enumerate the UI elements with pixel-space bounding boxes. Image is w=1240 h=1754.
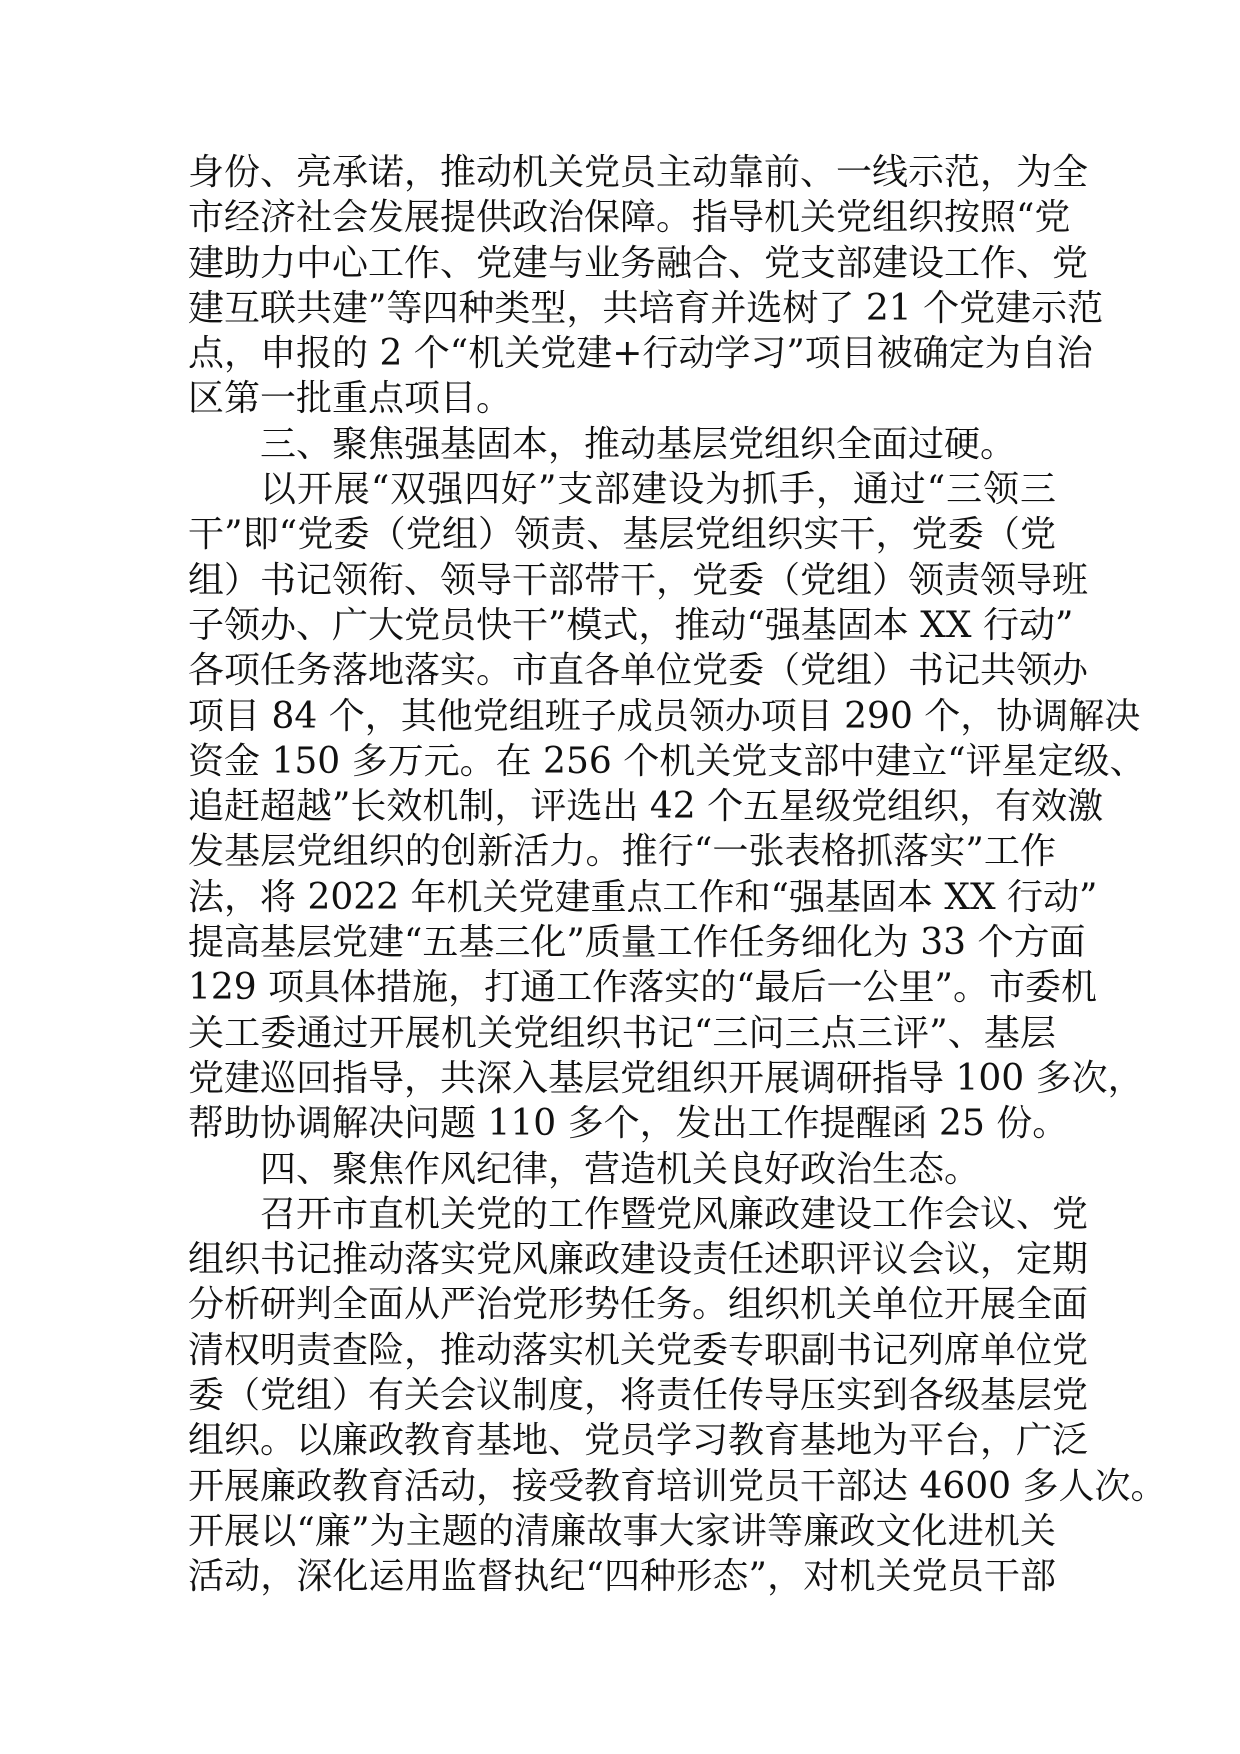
paragraph-line: 清权明责查险，推动落实机关党委专职副书记列席单位党 (188, 1329, 1089, 1371)
paragraph-line: 点，申报的 2 个“机关党建+行动学习”项目被确定为自治 (188, 333, 1093, 375)
document-body (188, 150, 1167, 1600)
paragraph-line: 资金 150 多万元。在 256 个机关党支部中建立“评星定级、 (188, 740, 1146, 782)
paragraph-line: 组织。以廉政教育基地、党员学习教育基地为平台，广泛 (188, 1420, 1089, 1462)
paragraph-line: 法，将 2022 年机关党建重点工作和“强基固本 XX 行动” (188, 876, 1098, 918)
paragraph-line: 市经济社会发展提供政治保障。指导机关党组织按照“党 (188, 197, 1071, 239)
paragraph-line: 干”即“党委（党组）领责、基层党组织实干，党委（党 (188, 514, 1056, 556)
paragraph-line: 项目 84 个，其他党组班子成员领办项目 290 个，协调解决 (188, 695, 1141, 737)
paragraph-line: 发基层党组织的创新活力。推行“一张表格抓落实”工作 (188, 831, 1056, 873)
paragraph-line: 组织书记推动落实党风廉政建设责任述职评议会议，定期 (188, 1239, 1089, 1281)
section-heading: 三、聚焦强基固本，推动基层党组织全面过硬。 (260, 423, 1017, 465)
paragraph-last-line: 帮助协调解决问题 110 多个，发出工作提醒函 25 份。 (188, 1103, 1069, 1145)
paragraph-line: 活动，深化运用监督执纪“四种形态”，对机关党员干部 (188, 1556, 1056, 1598)
paragraph-line: 建互联共建”等四种类型，共培育并选树了 21 个党建示范 (188, 287, 1104, 329)
paragraph-line: 委（党组）有关会议制度，将责任传导压实到各级基层党 (188, 1375, 1089, 1417)
section-heading: 四、聚焦作风纪律，营造机关良好政治生态。 (260, 1148, 981, 1190)
paragraph-line: 提高基层党建“五基三化”质量工作任务细化为 33 个方面 (188, 922, 1086, 964)
paragraph-line: 开展廉政教育活动，接受教育培训党员干部达 4600 多人次。 (188, 1465, 1167, 1507)
paragraph-line: 开展以“廉”为主题的清廉故事大家讲等廉政文化进机关 (188, 1510, 1056, 1552)
paragraph-line: 子领办、广大党员快干”模式，推动“强基固本 XX 行动” (188, 604, 1074, 646)
paragraph-first-line: 召开市直机关党的工作暨党风廉政建设工作会议、党 (260, 1193, 1089, 1235)
paragraph-first-line: 以开展“双强四好”支部建设为抓手，通过“三领三 (260, 469, 1056, 511)
paragraph-line: 关工委通过开展机关党组织书记“三问三点三评”、基层 (188, 1012, 1056, 1054)
paragraph-line: 建助力中心工作、党建与业务融合、党支部建设工作、党 (188, 242, 1089, 284)
paragraph-line: 分析研判全面从严治党形势任务。组织机关单位开展全面 (188, 1284, 1089, 1326)
paragraph-last-line: 区第一批重点项目。 (188, 378, 513, 420)
paragraph-line: 各项任务落地落实。市直各单位党委（党组）书记共领办 (188, 650, 1089, 692)
paragraph-line: 党建巡回指导，共深入基层党组织开展调研指导 100 多次， (188, 1057, 1144, 1099)
paragraph-line: 追赶超越”长效机制，评选出 42 个五星级党组织，有效激 (188, 786, 1104, 828)
paragraph-line: 129 项具体措施，打通工作落实的“最后一公里”。市委机 (188, 967, 1097, 1009)
paragraph-line: 组）书记领衔、领导干部带干，党委（党组）领责领导班 (188, 559, 1089, 601)
paragraph-line: 身份、亮承诺，推动机关党员主动靠前、一线示范，为全 (188, 152, 1089, 193)
